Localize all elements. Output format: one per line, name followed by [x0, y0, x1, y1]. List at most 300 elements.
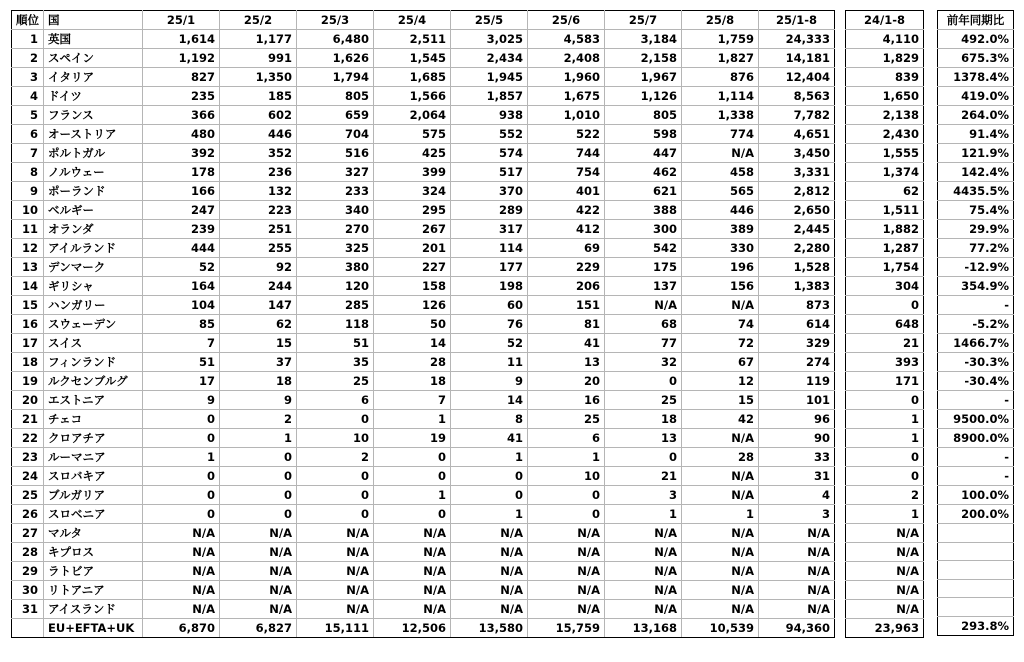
- month-value-cell: 1: [451, 505, 528, 524]
- month-value-cell: 401: [528, 182, 605, 201]
- month-value-cell: N/A: [605, 296, 682, 315]
- month-value-cell: N/A: [682, 486, 759, 505]
- prior-year-cell: N/A: [846, 562, 924, 581]
- month-value-cell: 25: [605, 391, 682, 410]
- month-value-cell: 35: [297, 353, 374, 372]
- table-row: [12, 334, 835, 353]
- rank-cell: 20: [12, 391, 44, 410]
- month-value-cell: 1,566: [374, 87, 451, 106]
- cumulative-cell: 7,782: [759, 106, 835, 125]
- month-value-cell: 1,945: [451, 68, 528, 87]
- table-row: [938, 579, 1014, 598]
- month-value-cell: 137: [605, 277, 682, 296]
- month-total-cell: 13,168: [605, 619, 682, 638]
- table-row: [12, 125, 835, 144]
- country-cell: クロアチア: [44, 429, 143, 448]
- month-value-cell: 6: [297, 391, 374, 410]
- yoy-ratio-cell: -5.2%: [938, 315, 1014, 334]
- month-total-cell: 15,759: [528, 619, 605, 638]
- prior-year-cell: 393: [846, 353, 924, 372]
- country-cell: マルタ: [44, 524, 143, 543]
- month-value-cell: 827: [143, 68, 220, 87]
- month-header: 25/3: [297, 11, 374, 30]
- month-value-cell: 0: [143, 467, 220, 486]
- cumulative-cell: 101: [759, 391, 835, 410]
- yoy-ratio-cell: 121.9%: [938, 144, 1014, 163]
- month-total-cell: 13,580: [451, 619, 528, 638]
- month-value-cell: 229: [528, 258, 605, 277]
- table-row: [12, 106, 835, 125]
- table-row: [938, 353, 1014, 372]
- month-value-cell: 1,192: [143, 49, 220, 68]
- month-value-cell: N/A: [374, 581, 451, 600]
- table-row: [938, 125, 1014, 144]
- month-value-cell: N/A: [605, 581, 682, 600]
- country-cell: フランス: [44, 106, 143, 125]
- month-value-cell: N/A: [682, 296, 759, 315]
- month-value-cell: 1,350: [220, 68, 297, 87]
- table-row: [938, 144, 1014, 163]
- month-value-cell: N/A: [528, 562, 605, 581]
- month-value-cell: 1,685: [374, 68, 451, 87]
- month-value-cell: N/A: [297, 543, 374, 562]
- rank-header: 順位: [12, 11, 44, 30]
- month-value-cell: 158: [374, 277, 451, 296]
- yoy-ratio-cell: 100.0%: [938, 486, 1014, 505]
- month-value-cell: 85: [143, 315, 220, 334]
- month-header: 25/6: [528, 11, 605, 30]
- month-value-cell: 289: [451, 201, 528, 220]
- month-value-cell: 178: [143, 163, 220, 182]
- cumulative-cell: 14,181: [759, 49, 835, 68]
- table-row: [12, 410, 835, 429]
- country-cell: リトアニア: [44, 581, 143, 600]
- prior-year-cell: 648: [846, 315, 924, 334]
- month-value-cell: 444: [143, 239, 220, 258]
- month-value-cell: N/A: [451, 581, 528, 600]
- table-row: [846, 505, 924, 524]
- yoy-ratio-cell: -: [938, 467, 1014, 486]
- month-value-cell: 132: [220, 182, 297, 201]
- month-value-cell: N/A: [143, 562, 220, 581]
- yoy-ratio-cell: 77.2%: [938, 239, 1014, 258]
- month-value-cell: 0: [220, 467, 297, 486]
- cumulative-cell: 12,404: [759, 68, 835, 87]
- rank-cell: 22: [12, 429, 44, 448]
- table-row: [846, 486, 924, 505]
- month-value-cell: N/A: [374, 524, 451, 543]
- month-value-cell: 1: [374, 410, 451, 429]
- month-value-cell: 77: [605, 334, 682, 353]
- month-value-cell: N/A: [682, 524, 759, 543]
- prior-year-cell: 1: [846, 429, 924, 448]
- month-value-cell: 704: [297, 125, 374, 144]
- month-value-cell: 1,857: [451, 87, 528, 106]
- header-row: [12, 11, 835, 30]
- table-row: [846, 467, 924, 486]
- month-total-cell: 15,111: [297, 619, 374, 638]
- country-cell: 英国: [44, 30, 143, 49]
- cumulative-cell: 2,812: [759, 182, 835, 201]
- total-label: EU+EFTA+UK: [44, 619, 143, 638]
- prior-year-cell: 304: [846, 277, 924, 296]
- month-value-cell: 330: [682, 239, 759, 258]
- month-value-cell: N/A: [682, 562, 759, 581]
- month-value-cell: 1,675: [528, 87, 605, 106]
- table-row: [938, 296, 1014, 315]
- cumulative-cell: 3: [759, 505, 835, 524]
- month-value-cell: 11: [451, 353, 528, 372]
- table-row: [846, 106, 924, 125]
- month-value-cell: 352: [220, 144, 297, 163]
- rank-cell: 4: [12, 87, 44, 106]
- month-value-cell: 1: [682, 505, 759, 524]
- month-value-cell: 51: [297, 334, 374, 353]
- month-value-cell: 196: [682, 258, 759, 277]
- month-value-cell: N/A: [297, 524, 374, 543]
- prior-year-cell: N/A: [846, 543, 924, 562]
- month-value-cell: 118: [297, 315, 374, 334]
- rank-cell: 27: [12, 524, 44, 543]
- month-value-cell: N/A: [297, 600, 374, 619]
- month-value-cell: 267: [374, 220, 451, 239]
- month-value-cell: 147: [220, 296, 297, 315]
- month-value-cell: N/A: [374, 543, 451, 562]
- country-cell: ラトビア: [44, 562, 143, 581]
- month-value-cell: 0: [143, 410, 220, 429]
- table-row: [846, 315, 924, 334]
- cumulative-cell: 2,650: [759, 201, 835, 220]
- cumulative-cell: 24,333: [759, 30, 835, 49]
- month-value-cell: 285: [297, 296, 374, 315]
- month-value-cell: 2: [220, 410, 297, 429]
- table-row: [846, 163, 924, 182]
- prior-year-cell: 839: [846, 68, 924, 87]
- table-row: [846, 258, 924, 277]
- month-value-cell: 15: [682, 391, 759, 410]
- yoy-ratio-cell: 9500.0%: [938, 410, 1014, 429]
- prior-year-cell: 1,829: [846, 49, 924, 68]
- table-row: [846, 125, 924, 144]
- month-value-cell: 0: [374, 448, 451, 467]
- rank-cell: 6: [12, 125, 44, 144]
- prior-year-cell: 1,754: [846, 258, 924, 277]
- month-value-cell: N/A: [143, 581, 220, 600]
- month-value-cell: 2,408: [528, 49, 605, 68]
- table-row: [12, 258, 835, 277]
- rank-cell: 26: [12, 505, 44, 524]
- table-row: [12, 448, 835, 467]
- month-total-cell: 12,506: [374, 619, 451, 638]
- prior-year-cell: 0: [846, 296, 924, 315]
- month-value-cell: N/A: [451, 562, 528, 581]
- table-row: [846, 49, 924, 68]
- month-value-cell: 370: [451, 182, 528, 201]
- table-row: [938, 87, 1014, 106]
- prior-year-cell: 4,110: [846, 30, 924, 49]
- month-value-cell: 805: [297, 87, 374, 106]
- month-value-cell: 164: [143, 277, 220, 296]
- month-value-cell: 7: [374, 391, 451, 410]
- table-row: [846, 277, 924, 296]
- country-header: 国: [44, 11, 143, 30]
- month-header: 25/4: [374, 11, 451, 30]
- month-value-cell: 50: [374, 315, 451, 334]
- rank-cell: 14: [12, 277, 44, 296]
- table-row: [938, 372, 1014, 391]
- yoy-ratio-cell: -: [938, 448, 1014, 467]
- month-value-cell: 517: [451, 163, 528, 182]
- table-row: [938, 467, 1014, 486]
- header-row: [846, 11, 924, 30]
- month-value-cell: 74: [682, 315, 759, 334]
- table-row: [938, 391, 1014, 410]
- country-cell: スロバキア: [44, 467, 143, 486]
- prior-year-cell: 1,287: [846, 239, 924, 258]
- month-value-cell: 458: [682, 163, 759, 182]
- month-value-cell: 0: [297, 486, 374, 505]
- month-value-cell: 41: [451, 429, 528, 448]
- prior-year-header: 24/1-8: [846, 11, 924, 30]
- yoy-ratio-cell: 354.9%: [938, 277, 1014, 296]
- rank-cell: 19: [12, 372, 44, 391]
- month-value-cell: 0: [220, 505, 297, 524]
- table-row: [938, 277, 1014, 296]
- month-value-cell: 227: [374, 258, 451, 277]
- month-value-cell: 223: [220, 201, 297, 220]
- month-value-cell: 0: [143, 505, 220, 524]
- rank-cell: 10: [12, 201, 44, 220]
- table-row: [938, 429, 1014, 448]
- yoy-ratio-cell: [938, 524, 1014, 543]
- month-value-cell: 17: [143, 372, 220, 391]
- cumulative-cell: 274: [759, 353, 835, 372]
- country-cell: ルクセンブルグ: [44, 372, 143, 391]
- rank-cell: 5: [12, 106, 44, 125]
- rank-cell: 8: [12, 163, 44, 182]
- month-value-cell: 9: [220, 391, 297, 410]
- month-value-cell: 235: [143, 87, 220, 106]
- month-value-cell: N/A: [682, 467, 759, 486]
- prior-year-total-cell: 23,963: [846, 619, 924, 638]
- table-row: [12, 524, 835, 543]
- table-row: [12, 467, 835, 486]
- yoy-ratio-cell: 1466.7%: [938, 334, 1014, 353]
- table-row: [12, 505, 835, 524]
- month-value-cell: 239: [143, 220, 220, 239]
- month-value-cell: 340: [297, 201, 374, 220]
- month-value-cell: 19: [374, 429, 451, 448]
- month-value-cell: N/A: [605, 562, 682, 581]
- yoy-ratio-header: 前年同期比: [938, 11, 1014, 30]
- month-value-cell: 1: [143, 448, 220, 467]
- month-value-cell: N/A: [220, 543, 297, 562]
- table-row: [846, 296, 924, 315]
- yoy-ratio-table: [937, 10, 1014, 636]
- month-value-cell: 41: [528, 334, 605, 353]
- month-value-cell: 1,827: [682, 49, 759, 68]
- month-value-cell: 16: [528, 391, 605, 410]
- cumulative-cell: 3,331: [759, 163, 835, 182]
- cumulative-cell: 4,651: [759, 125, 835, 144]
- table-row: [12, 315, 835, 334]
- month-value-cell: 13: [528, 353, 605, 372]
- rank-cell: 3: [12, 68, 44, 87]
- table-row: [12, 486, 835, 505]
- month-value-cell: 206: [528, 277, 605, 296]
- month-value-cell: 156: [682, 277, 759, 296]
- prior-year-cell: 1,650: [846, 87, 924, 106]
- month-value-cell: N/A: [528, 524, 605, 543]
- month-value-cell: 18: [605, 410, 682, 429]
- month-value-cell: 14: [374, 334, 451, 353]
- total-row: [938, 616, 1014, 635]
- table-row: [938, 334, 1014, 353]
- month-value-cell: 317: [451, 220, 528, 239]
- month-value-cell: 21: [605, 467, 682, 486]
- month-value-cell: N/A: [682, 600, 759, 619]
- prior-year-cell: 2: [846, 486, 924, 505]
- month-value-cell: 0: [528, 505, 605, 524]
- country-cell: オランダ: [44, 220, 143, 239]
- month-value-cell: 300: [605, 220, 682, 239]
- month-value-cell: 185: [220, 87, 297, 106]
- month-value-cell: N/A: [682, 543, 759, 562]
- month-value-cell: 7: [143, 334, 220, 353]
- month-value-cell: 621: [605, 182, 682, 201]
- cumulative-cell: N/A: [759, 562, 835, 581]
- month-value-cell: 446: [220, 125, 297, 144]
- month-value-cell: 3: [605, 486, 682, 505]
- month-value-cell: 380: [297, 258, 374, 277]
- month-value-cell: 13: [605, 429, 682, 448]
- table-row: [12, 239, 835, 258]
- cumulative-cell: 90: [759, 429, 835, 448]
- month-value-cell: 388: [605, 201, 682, 220]
- rank-cell: 28: [12, 543, 44, 562]
- month-value-cell: 120: [297, 277, 374, 296]
- month-value-cell: 542: [605, 239, 682, 258]
- yoy-ratio-cell: -30.4%: [938, 372, 1014, 391]
- table-row: [12, 30, 835, 49]
- rank-cell: 23: [12, 448, 44, 467]
- month-value-cell: 9: [451, 372, 528, 391]
- cumulative-cell: 31: [759, 467, 835, 486]
- month-value-cell: N/A: [451, 543, 528, 562]
- table-row: [938, 598, 1014, 617]
- table-row: [938, 68, 1014, 87]
- rank-cell: 21: [12, 410, 44, 429]
- country-cell: ギリシャ: [44, 277, 143, 296]
- table-row: [846, 68, 924, 87]
- month-value-cell: 0: [605, 448, 682, 467]
- header-row: [938, 11, 1014, 30]
- table-row: [12, 429, 835, 448]
- month-value-cell: 12: [682, 372, 759, 391]
- month-value-cell: 462: [605, 163, 682, 182]
- month-value-cell: 51: [143, 353, 220, 372]
- month-value-cell: 32: [605, 353, 682, 372]
- month-value-cell: 0: [297, 410, 374, 429]
- month-total-cell: 6,870: [143, 619, 220, 638]
- month-value-cell: 774: [682, 125, 759, 144]
- table-row: [12, 144, 835, 163]
- month-value-cell: 62: [220, 315, 297, 334]
- cumulative-cell: 1,383: [759, 277, 835, 296]
- table-row: [846, 581, 924, 600]
- country-cell: イタリア: [44, 68, 143, 87]
- country-cell: エストニア: [44, 391, 143, 410]
- month-total-cell: 10,539: [682, 619, 759, 638]
- month-value-cell: 1,545: [374, 49, 451, 68]
- month-value-cell: N/A: [605, 600, 682, 619]
- country-cell: オーストリア: [44, 125, 143, 144]
- month-value-cell: 1,338: [682, 106, 759, 125]
- month-header: 25/1: [143, 11, 220, 30]
- cumulative-cell: 873: [759, 296, 835, 315]
- prior-year-cell: 1,882: [846, 220, 924, 239]
- table-row: [938, 30, 1014, 49]
- month-value-cell: 744: [528, 144, 605, 163]
- month-value-cell: 25: [528, 410, 605, 429]
- country-cell: キプロス: [44, 543, 143, 562]
- cumulative-cell: 2,280: [759, 239, 835, 258]
- table-row: [846, 372, 924, 391]
- month-value-cell: 10: [528, 467, 605, 486]
- rank-cell: 25: [12, 486, 44, 505]
- country-cell: スイス: [44, 334, 143, 353]
- month-total-cell: 6,827: [220, 619, 297, 638]
- month-value-cell: 3,025: [451, 30, 528, 49]
- table-row: [12, 163, 835, 182]
- rank-cell: 16: [12, 315, 44, 334]
- month-value-cell: 270: [297, 220, 374, 239]
- table-row: [846, 562, 924, 581]
- table-row: [846, 600, 924, 619]
- rank-cell: 12: [12, 239, 44, 258]
- month-value-cell: 876: [682, 68, 759, 87]
- month-value-cell: 446: [682, 201, 759, 220]
- month-value-cell: 0: [297, 505, 374, 524]
- month-value-cell: N/A: [143, 524, 220, 543]
- table-row: [12, 277, 835, 296]
- cumulative-cell: 4: [759, 486, 835, 505]
- cumulative-cell: 8,563: [759, 87, 835, 106]
- month-value-cell: 255: [220, 239, 297, 258]
- month-value-cell: N/A: [143, 600, 220, 619]
- rank-cell: 2: [12, 49, 44, 68]
- cumulative-cell: 329: [759, 334, 835, 353]
- yoy-ratio-cell: [938, 542, 1014, 561]
- month-value-cell: 991: [220, 49, 297, 68]
- month-value-cell: N/A: [451, 600, 528, 619]
- table-row: [12, 201, 835, 220]
- table-row: [12, 182, 835, 201]
- table-row: [938, 448, 1014, 467]
- month-value-cell: 18: [374, 372, 451, 391]
- month-value-cell: 327: [297, 163, 374, 182]
- month-value-cell: 574: [451, 144, 528, 163]
- table-row: [938, 542, 1014, 561]
- cumulative-cell: 614: [759, 315, 835, 334]
- yoy-ratio-cell: [938, 579, 1014, 598]
- table-row: [12, 543, 835, 562]
- country-cell: ハンガリー: [44, 296, 143, 315]
- rank-cell: 15: [12, 296, 44, 315]
- table-row: [938, 258, 1014, 277]
- table-row: [12, 296, 835, 315]
- rank-cell: 24: [12, 467, 44, 486]
